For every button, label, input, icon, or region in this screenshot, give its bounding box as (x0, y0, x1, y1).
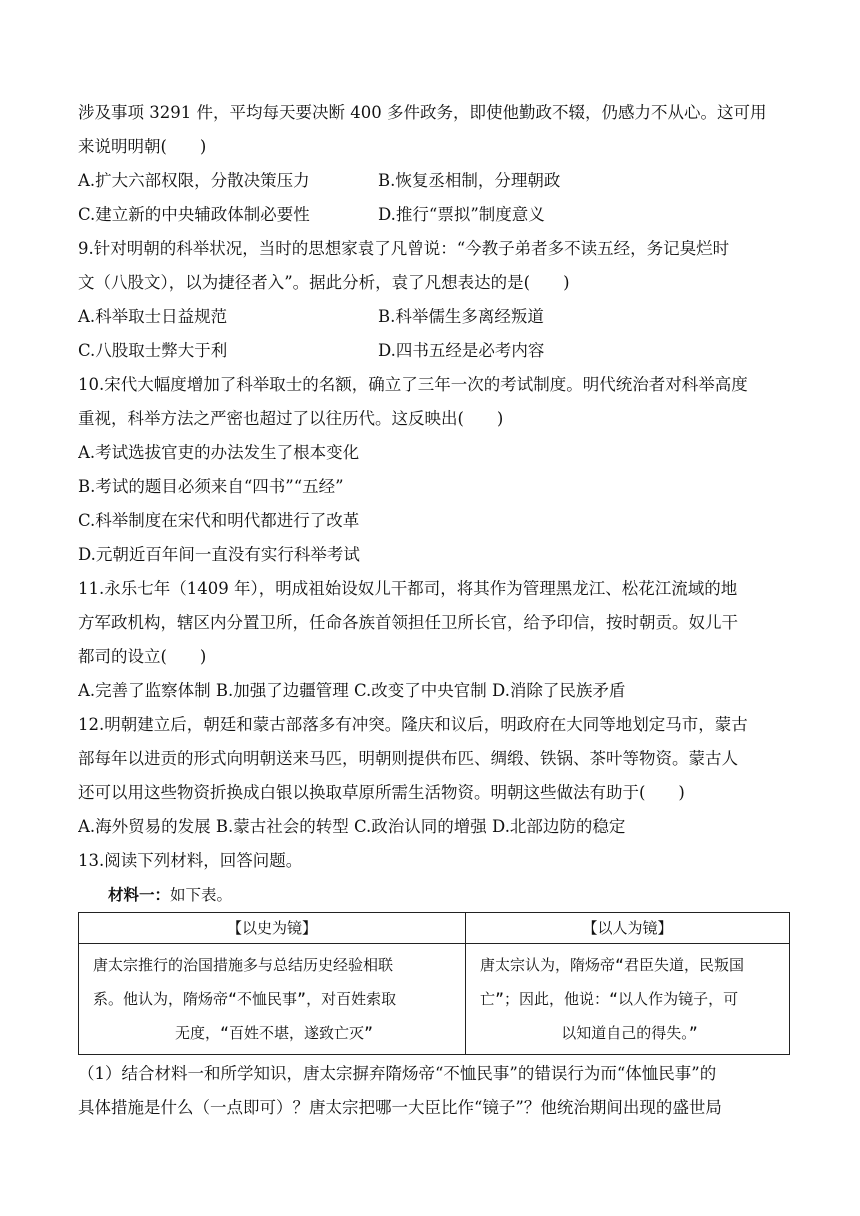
q11-text-line-3: 都司的设立( ) (78, 647, 207, 666)
material-one-title (78, 880, 790, 910)
table-cell-right-line-1: 唐太宗认为，隋炀帝“君臣失道，民叛国 (480, 956, 745, 974)
q13-text-line-1: 13.阅读下列材料，回答问题。 (78, 851, 303, 870)
q11-options[interactable]: A.完善了监察体制 B.加强了边疆管理 C.改变了中央官制 D.消除了民族矛盾 (78, 681, 626, 700)
material-one-text: 如下表。 (170, 886, 233, 904)
q9-options-row-1 (78, 300, 790, 334)
q11-text-line-2: 方军政机构，辖区内分置卫所，任命各族首领担任卫所长官，给予印信，按时朝贡。奴儿干 (78, 613, 738, 632)
table-header-history-mirror: 【以史为镜】 (79, 913, 466, 944)
q8-text-line-1: 涉及事项 3291 件，平均每天要决断 400 多件政务，即使他勤政不辍，仍感力不从心。这可用 (78, 103, 767, 122)
q12-text-line-2: 部每年以进贡的形式向明朝送来马匹，明朝则提供布匹、绸缎、铁锅、茶叶等物资。蒙古人 (78, 749, 738, 768)
q9-options-row-2 (78, 334, 790, 368)
q10-option-c[interactable]: C.科举制度在宋代和明代都进行了改革 (78, 511, 360, 530)
table-cell-left-line-3: 无度，“百姓不堪，遂致亡灭” (174, 1024, 374, 1042)
table-cell-left-line-2: 系。他认为，隋炀帝“不恤民事”，对百姓索取 (93, 990, 397, 1008)
material-table (78, 912, 790, 1055)
q8-options-row-1 (78, 164, 790, 198)
document-page (78, 96, 790, 1125)
q8-option-a[interactable]: A.扩大六部权限，分散决策压力 (78, 171, 310, 190)
q10-option-b[interactable]: B.考试的题目必须来自“四书”“五经” (78, 477, 344, 496)
q10-option-d[interactable]: D.元朝近百年间一直没有实行科举考试 (78, 545, 360, 564)
table-cell-right-line-3: 以知道自己的得失。” (561, 1024, 698, 1042)
table-cell-left-line-1: 唐太宗推行的治国措施多与总结历史经验相联 (93, 956, 394, 974)
q9-option-a[interactable]: A.科举取士日益规范 (78, 307, 228, 326)
q12-options[interactable]: A.海外贸易的发展 B.蒙古社会的转型 C.政治认同的增强 D.北部边防的稳定 (78, 817, 626, 836)
table-cell-history-mirror (79, 944, 466, 1055)
q9-option-b[interactable]: B.科举儒生多离经叛道 (378, 307, 544, 326)
material-one-label: 材料一： (108, 885, 171, 904)
table-cell-person-mirror (466, 944, 790, 1055)
material-table-body-row (79, 944, 790, 1055)
table-cell-right-line-2: 亡”；因此，他说：“以人作为镜子，可 (480, 990, 739, 1008)
q9-text-line-1: 9.针对明朝的科举状况，当时的思想家袁了凡曾说：“今教子弟者多不读五经，务记臭烂时 (78, 239, 730, 258)
q12-text-line-1: 12.明朝建立后，朝廷和蒙古部落多有冲突。隆庆和议后，明政府在大同等地划定马市，蒙古 (78, 715, 748, 734)
q12-text-line-3: 还可以用这些物资折换成白银以换取草原所需生活物资。明朝这些做法有助于( ) (78, 783, 685, 802)
material-table-header-row (79, 913, 790, 944)
q8-option-b[interactable]: B.恢复丞相制，分理朝政 (378, 171, 561, 190)
q8-text-line-2: 来说明明朝( ) (78, 137, 207, 156)
q10-text-line-1: 10.宋代大幅度增加了科举取士的名额，确立了三年一次的考试制度。明代统治者对科举高度 (78, 375, 748, 394)
q9-option-d[interactable]: D.四书五经是必考内容 (378, 341, 545, 360)
table-header-person-mirror: 【以人为镜】 (466, 913, 790, 944)
q8-option-d[interactable]: D.推行“票拟”制度意义 (378, 205, 545, 224)
q13-sub1-line-2: 具体措施是什么（一点即可）？唐太宗把哪一大臣比作“镜子”？他统治期间出现的盛世局 (78, 1098, 722, 1117)
q9-option-c[interactable]: C.八股取士弊大于利 (78, 341, 228, 360)
q9-text-line-2: 文（八股文），以为捷径者入”。据此分析，袁了凡想表达的是( ) (78, 273, 570, 292)
q11-text-line-1: 11.永乐七年（1409 年），明成祖始设奴儿干都司，将其作为管理黑龙江、松花江流域的地 (78, 579, 738, 598)
q10-text-line-2: 重视，科举方法之严密也超过了以往历代。这反映出( ) (78, 409, 504, 428)
q13-sub1-line-1: （1）结合材料一和所学知识，唐太宗摒弃隋炀帝“不恤民事”的错误行为而“体恤民事”的 (78, 1064, 717, 1083)
q8-options-row-2 (78, 198, 790, 232)
q8-option-c[interactable]: C.建立新的中央辅政体制必要性 (78, 205, 310, 224)
q10-option-a[interactable]: A.考试选拔官吏的办法发生了根本变化 (78, 443, 360, 462)
